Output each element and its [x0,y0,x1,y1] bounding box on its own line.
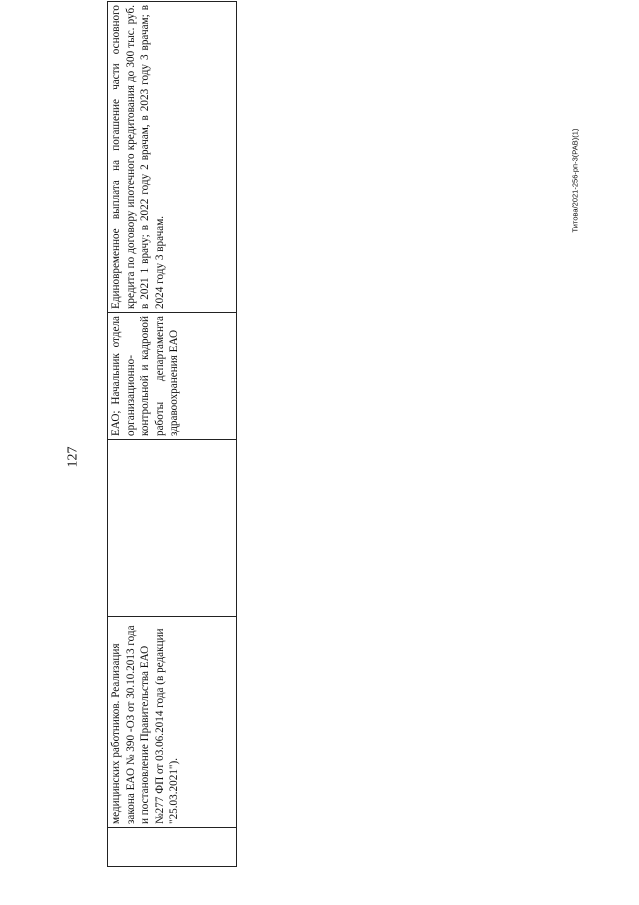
measures-table [107,1,237,867]
cell-legal-basis: медицинских работников. Реализация закона ЕАО № 390 -ОЗ от 30.10.2013 года и постановление Правительства ЕАО №277 ФП от 03.06.2014 года (в редакции "25.03.2021"). [108,617,237,828]
table-row [108,2,237,867]
page-number-text: 127 [65,446,80,468]
document-side-label [560,90,590,270]
side-label-text: Титова/2021-256-рп-3(РАВ)(1) [570,128,580,232]
rotated-table-container [107,5,237,867]
cell-blank [108,440,237,617]
cell-empty [108,828,237,867]
page-number [58,442,88,472]
cell-responsible: ЕАО; Начальник отдела организационно-контрольной и кадровой работы департамента здравоохранения ЕАО [108,313,237,440]
cell-description: Единовременное выплата на погашение части основного кредита по договору ипотечного кредитования до 300 тыс. руб. в 2021 1 врачу; в 2022 году 2 врачам, в 2023 году 3 врачам; в 2024 году 3 врачам. [108,2,237,313]
